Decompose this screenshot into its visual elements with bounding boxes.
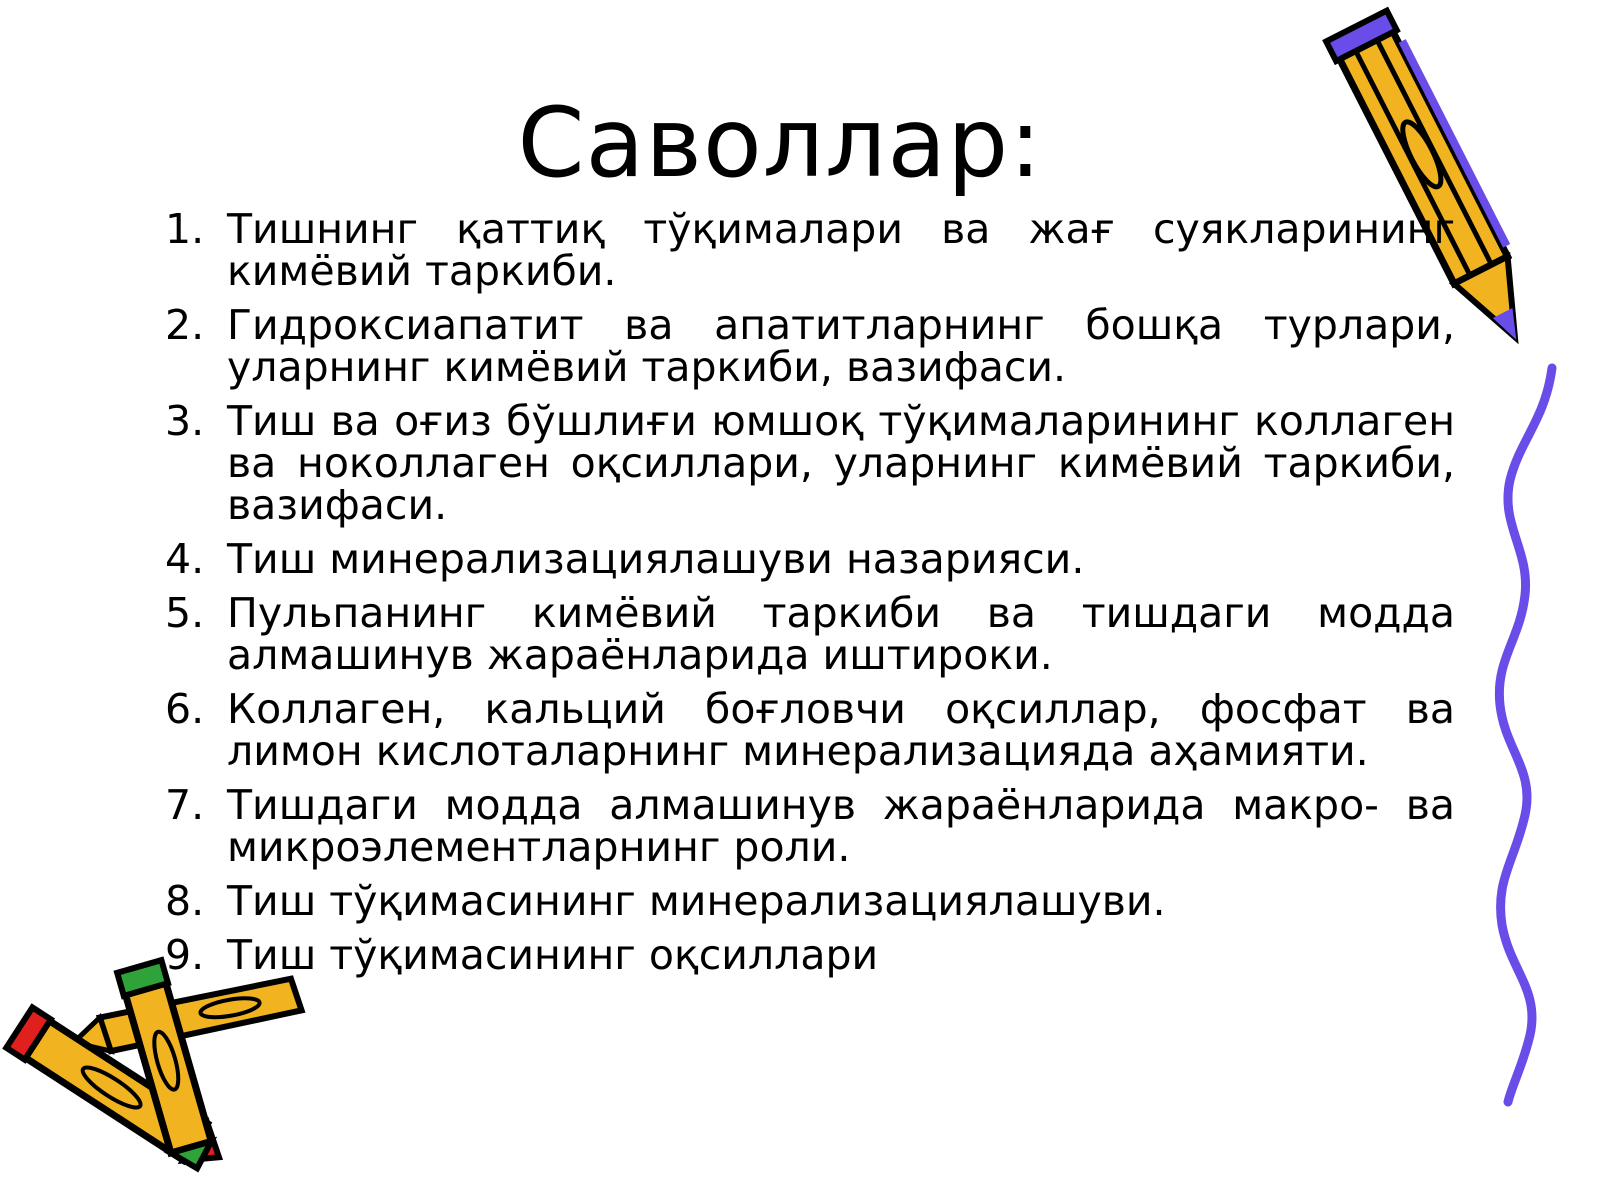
- item-number: 9.: [165, 931, 205, 979]
- item-text: Тишнинг қаттиқ тўқималари ва жағ суякларининг кимёвий таркиби.: [227, 205, 1455, 295]
- list-item: [165, 781, 1455, 871]
- item-number: 7.: [165, 781, 205, 829]
- list-item: [165, 535, 1455, 583]
- item-text: Тишдаги модда алмашинув жараёнларида макро- ва микроэлементларнинг роли.: [227, 781, 1455, 871]
- item-text: Тиш минерализациялашуви назарияси.: [227, 535, 1085, 583]
- item-text: Тиш тўқимасининг оқсиллари: [227, 931, 879, 979]
- list-item: [165, 589, 1455, 679]
- list-item: [165, 397, 1455, 529]
- list-item: [165, 205, 1455, 295]
- questions-list: [165, 205, 1455, 988]
- item-text: Коллаген, кальций боғловчи оқсиллар, фосфат ва лимон кислоталарнинг минерализацияда аҳамияти.: [227, 685, 1455, 775]
- item-number: 1.: [165, 205, 205, 253]
- list-item: [165, 301, 1455, 391]
- list-item: [165, 877, 1455, 925]
- item-text: Гидроксиапатит ва апатитларнинг бошқа турлари, уларнинг кимёвий таркиби, вазифаси.: [227, 301, 1455, 391]
- slide-title: Саволлар:: [517, 87, 1043, 199]
- item-number: 5.: [165, 589, 205, 637]
- item-number: 3.: [165, 397, 205, 445]
- item-text: Пульпанинг кимёвий таркиби ва тишдаги модда алмашинув жараёнларида иштироки.: [227, 589, 1455, 679]
- list-item: [165, 931, 1455, 979]
- list-item: [165, 685, 1455, 775]
- item-number: 8.: [165, 877, 205, 925]
- item-number: 2.: [165, 301, 205, 349]
- squiggle-line-icon: [1490, 360, 1570, 1110]
- item-number: 6.: [165, 685, 205, 733]
- item-number: 4.: [165, 535, 205, 583]
- item-text: Тиш тўқимасининг минерализациялашуви.: [227, 877, 1166, 925]
- item-text: Тиш ва оғиз бўшлиғи юмшоқ тўқималарининг коллаген ва ноколлаген оқсиллари, уларнинг кимёвий таркиби, вазифаси.: [227, 397, 1455, 529]
